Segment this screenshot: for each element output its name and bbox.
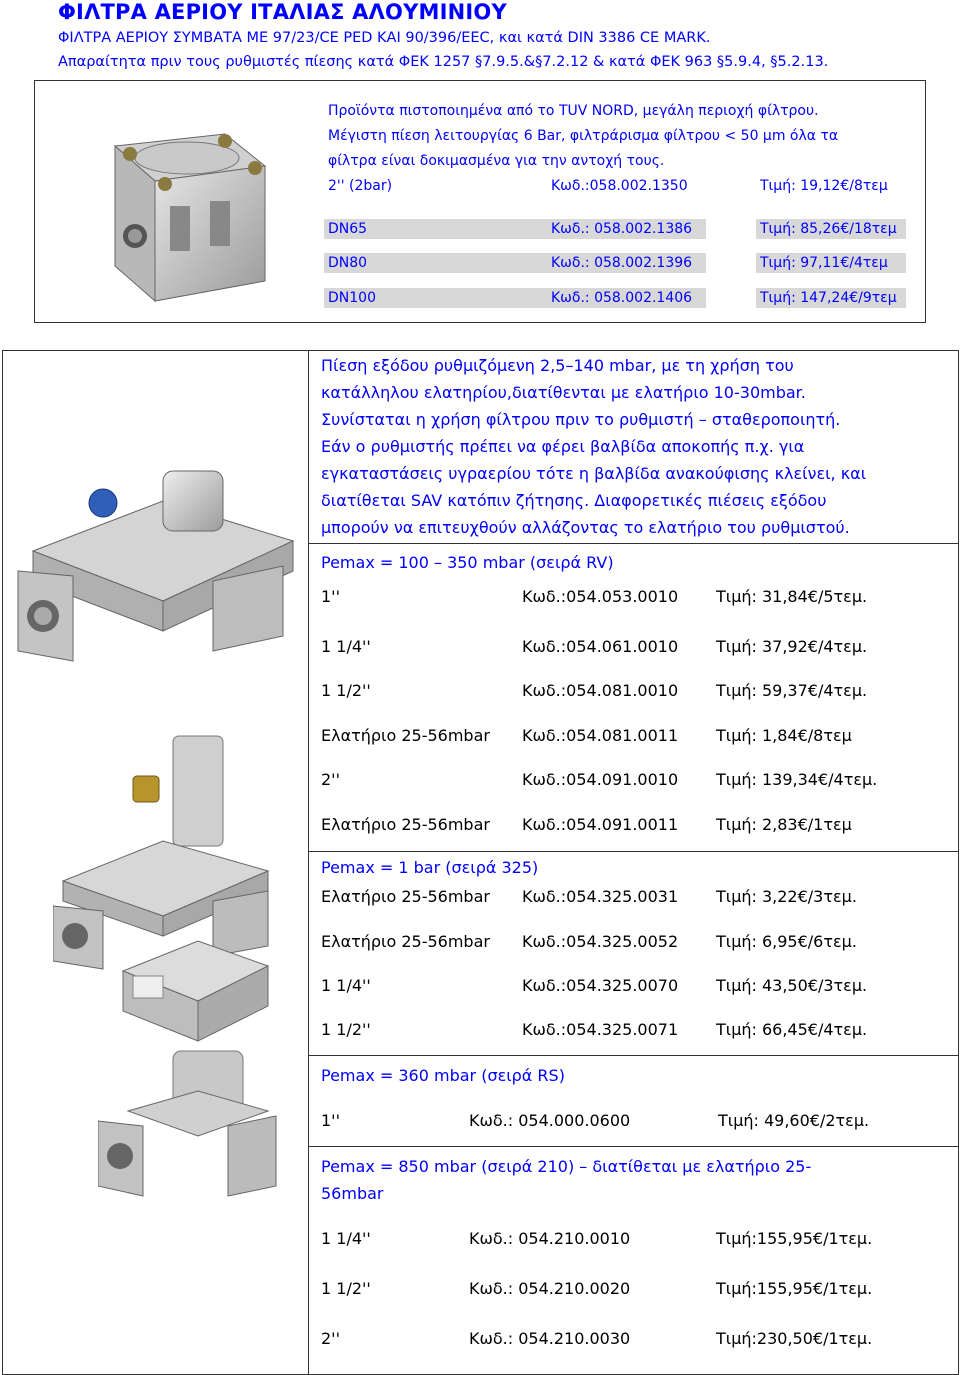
- product-price: Τιμή:155,95€/1τεμ.: [716, 1229, 873, 1248]
- divider: [308, 543, 958, 544]
- product-code: Κωδ.:054.061.0010: [522, 637, 679, 656]
- filter-size: 2'' (2bar): [328, 178, 393, 194]
- regulator-desc-line: Πίεση εξόδου ρυθμιζόμενη 2,5–140 mbar, με τη χρήση του: [321, 356, 794, 375]
- product-size: Ελατήριο 25-56mbar: [321, 726, 490, 745]
- filter-code: Κωδ.: 058.002.1396: [551, 255, 693, 271]
- series-325-heading: Pemax = 1 bar (σειρά 325): [321, 858, 539, 877]
- product-code: Κωδ.:054.325.0071: [522, 1020, 679, 1039]
- filter-size: DN80: [328, 255, 368, 271]
- product-size: 1 1/4'': [321, 976, 371, 995]
- regulator-desc-line: κατάλληλου ελατηρίου,διατίθενται με ελατήριο 10-30mbar.: [321, 383, 806, 402]
- product-code: Κωδ.: 054.210.0030: [469, 1329, 631, 1348]
- product-price: Τιμή: 43,50€/3τεμ.: [716, 976, 868, 995]
- product-code: Κωδ.:054.091.0011: [522, 815, 679, 834]
- product-price: Τιμή: 59,37€/4τεμ.: [716, 681, 868, 700]
- filter-size: DN100: [328, 290, 376, 306]
- product-code: Κωδ.: 054.210.0010: [469, 1229, 631, 1248]
- product-code: Κωδ.:054.091.0010: [522, 770, 679, 789]
- filter-desc-line-3: φίλτρα είναι δοκιμασμένα για την αντοχή τους.: [328, 153, 665, 169]
- product-price: Τιμή: 3,22€/3τεμ.: [716, 887, 857, 906]
- product-code: Κωδ.:054.325.0052: [522, 932, 679, 951]
- product-price: Τιμή: 2,83€/1τεμ: [716, 815, 852, 834]
- product-size: Ελατήριο 25-56mbar: [321, 932, 490, 951]
- series-rv-heading: Pemax = 100 – 350 mbar (σειρά RV): [321, 553, 614, 572]
- product-size: 2'': [321, 770, 340, 789]
- page-title: ΦΙΛΤΡΑ ΑΕΡΙΟΥ ΙΤΑΛΙΑΣ ΑΛΟΥΜΙΝΙΟΥ: [58, 0, 507, 24]
- product-size: Ελατήριο 25-56mbar: [321, 815, 490, 834]
- product-price: Τιμή: 1,84€/8τεμ: [716, 726, 852, 745]
- product-price: Τιμή: 139,34€/4τεμ.: [716, 770, 878, 789]
- divider: [308, 1146, 958, 1147]
- product-price: Τιμή:230,50€/1τεμ.: [716, 1329, 873, 1348]
- regulator-section: [2, 350, 959, 1375]
- product-price: Τιμή: 31,84€/5τεμ.: [716, 587, 868, 606]
- product-size: 1 1/2'': [321, 1279, 371, 1298]
- product-code: Κωδ.:054.081.0011: [522, 726, 679, 745]
- filter-code: Κωδ.:058.002.1350: [551, 178, 688, 194]
- divider: [308, 851, 958, 852]
- product-code: Κωδ.: 054.000.0600: [469, 1111, 631, 1130]
- gas-regulator-icon: [13, 461, 303, 681]
- filter-desc-line-1: Προϊόντα πιστοποιημένα από το TUV NORD, μεγάλη περιοχή φίλτρου.: [328, 103, 819, 119]
- product-code: Κωδ.:054.325.0031: [522, 887, 679, 906]
- column-divider: [308, 351, 309, 1374]
- regulator-desc-line: μπορούν να επιτευχθούν αλλάζοντας το ελατήριο του ρυθμιστού.: [321, 518, 850, 537]
- product-code: Κωδ.:054.325.0070: [522, 976, 679, 995]
- product-size: 1'': [321, 587, 340, 606]
- product-size: 1 1/4'': [321, 637, 371, 656]
- gas-regulator-small-icon: [98, 911, 278, 1201]
- product-price: Τιμή: 6,95€/6τεμ.: [716, 932, 857, 951]
- product-price: Τιμή: 37,92€/4τεμ.: [716, 637, 868, 656]
- product-price: Τιμή: 49,60€/2τεμ.: [718, 1111, 870, 1130]
- series-210-heading-cont: 56mbar: [321, 1184, 384, 1203]
- divider: [308, 1055, 958, 1056]
- regulator-desc-line: Εάν ο ρυθμιστής πρέπει να φέρει βαλβίδα αποκοπής π.χ. για: [321, 437, 805, 456]
- header-regulation-line: Απαραίτητα πριν τους ρυθμιστές πίεσης κατά ΦΕΚ 1257 §7.9.5.&§7.2.12 & κατά ΦΕΚ 963 §5.9.4, §5.2.13.: [58, 54, 829, 70]
- filter-section: [34, 80, 926, 323]
- series-rs-heading: Pemax = 360 mbar (σειρά RS): [321, 1066, 565, 1085]
- filter-price: Τιμή: 19,12€/8τεμ: [760, 178, 888, 194]
- product-price: Τιμή:155,95€/1τεμ.: [716, 1279, 873, 1298]
- filter-price: Τιμή: 85,26€/18τεμ: [760, 221, 897, 237]
- filter-desc-line-2: Μέγιστη πίεση λειτουργίας 6 Bar, φιλτράρισμα φίλτρου < 50 μm όλα τα: [328, 128, 839, 144]
- header-standards-line: ΦΙΛΤΡΑ ΑΕΡΙΟΥ ΣΥΜΒΑΤΑ ΜΕ 97/23/CE PED ΚΑΙ 90/396/EEC, και κατά DIN 3386 CE MARK.: [58, 30, 711, 46]
- regulator-desc-line: διατίθεται SAV κατόπιν ζήτησης. Διαφορετικές πιέσεις εξόδου: [321, 491, 827, 510]
- regulator-desc-line: εγκαταστάσεις υγραερίου τότε η βαλβίδα ανακούφισης κλείνει, και: [321, 464, 867, 483]
- filter-price: Τιμή: 97,11€/4τεμ: [760, 255, 888, 271]
- series-210-heading: Pemax = 850 mbar (σειρά 210) – διατίθεται με ελατήριο 25-: [321, 1157, 812, 1176]
- product-size: 1 1/4'': [321, 1229, 371, 1248]
- regulator-desc-line: Συνίσταται η χρήση φίλτρου πριν το ρυθμιστή – σταθεροποιητή.: [321, 410, 841, 429]
- filter-price: Τιμή: 147,24€/9τεμ: [760, 290, 897, 306]
- product-size: 1 1/2'': [321, 1020, 371, 1039]
- product-size: 2'': [321, 1329, 340, 1348]
- product-code: Κωδ.: 054.210.0020: [469, 1279, 631, 1298]
- product-code: Κωδ.:054.081.0010: [522, 681, 679, 700]
- product-code: Κωδ.:054.053.0010: [522, 587, 679, 606]
- filter-size: DN65: [328, 221, 368, 237]
- filter-code: Κωδ.: 058.002.1386: [551, 221, 693, 237]
- product-price: Τιμή: 66,45€/4τεμ.: [716, 1020, 868, 1039]
- product-size: Ελατήριο 25-56mbar: [321, 887, 490, 906]
- filter-code: Κωδ.: 058.002.1406: [551, 290, 693, 306]
- product-size: 1'': [321, 1111, 340, 1130]
- gas-filter-icon: [75, 106, 285, 306]
- product-size: 1 1/2'': [321, 681, 371, 700]
